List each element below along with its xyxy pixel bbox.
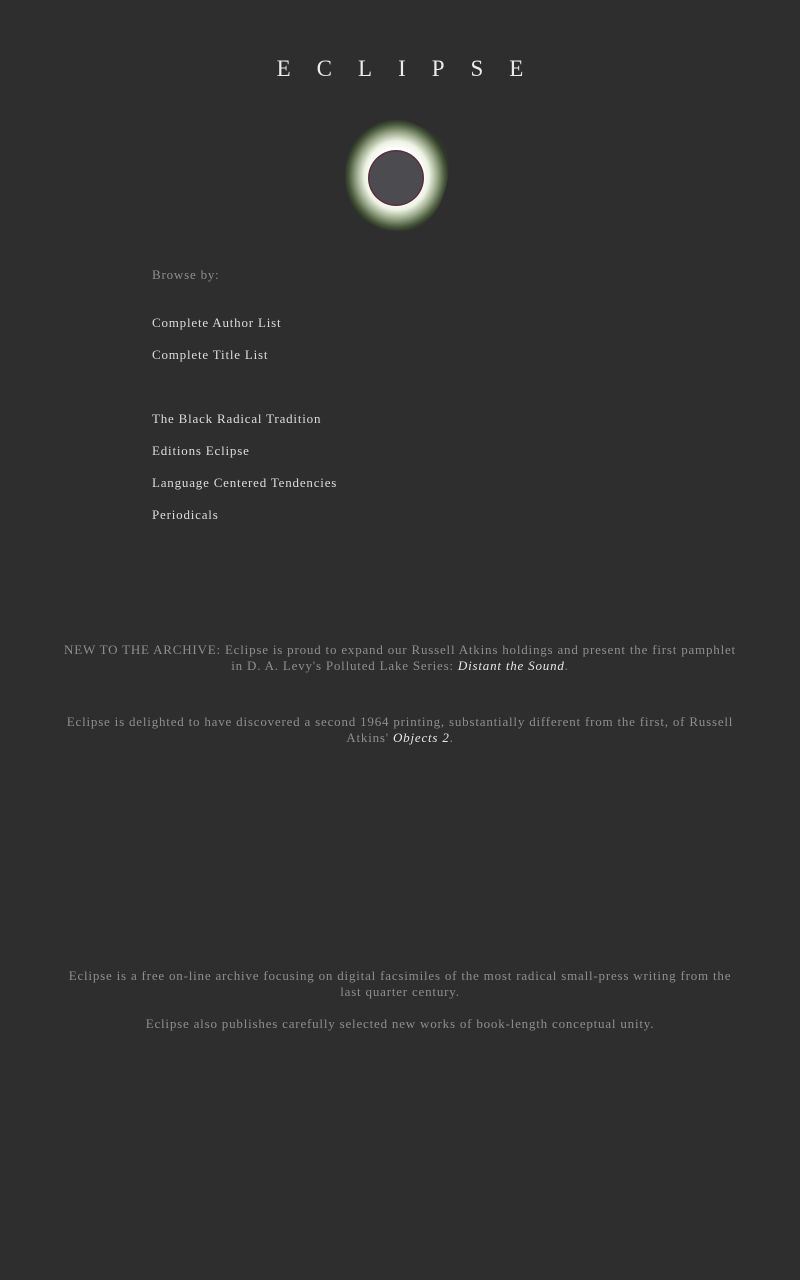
news-text: Eclipse is delighted to have discovered a second 1964 printing, substantially different from the first, of Russell Atkins' [66, 714, 734, 745]
news-text: NEW TO THE ARCHIVE: Eclipse is proud to expand our Russell Atkins holdings and present the first pamphlet in D. A. Levy's Polluted Lake Series: [64, 642, 736, 673]
news-item [60, 642, 740, 674]
complete-title-list-link[interactable]: Complete Title List [152, 347, 269, 362]
news-item [60, 714, 740, 746]
objects-2-link[interactable]: Objects 2 [392, 730, 450, 745]
moon-disc [370, 152, 423, 205]
about-publishing-text: Eclipse also publishes carefully selected new works of book-length conceptual unity. [145, 1016, 655, 1031]
black-radical-tradition-link[interactable]: The Black Radical Tradition [152, 411, 322, 426]
about-text: Eclipse is a free on-line archive focusing on digital facsimiles of the most radical small-press writing from the last quarter century. [68, 968, 732, 999]
site-title [0, 56, 800, 82]
distant-the-sound-link[interactable]: Distant the Sound [457, 658, 565, 673]
periodicals-link[interactable]: Periodicals [152, 507, 219, 522]
solar-eclipse-icon [340, 117, 452, 233]
news-punctuation: . [564, 658, 569, 673]
complete-author-list-link[interactable]: Complete Author List [152, 315, 282, 330]
editions-eclipse-link[interactable]: Editions Eclipse [152, 443, 250, 458]
language-centered-tendencies-link[interactable]: Language Centered Tendencies [152, 475, 338, 490]
site-title-text: ECLIPSE [276, 56, 550, 81]
news-punctuation: . [449, 730, 454, 745]
browse-label: Browse by: [152, 267, 220, 282]
